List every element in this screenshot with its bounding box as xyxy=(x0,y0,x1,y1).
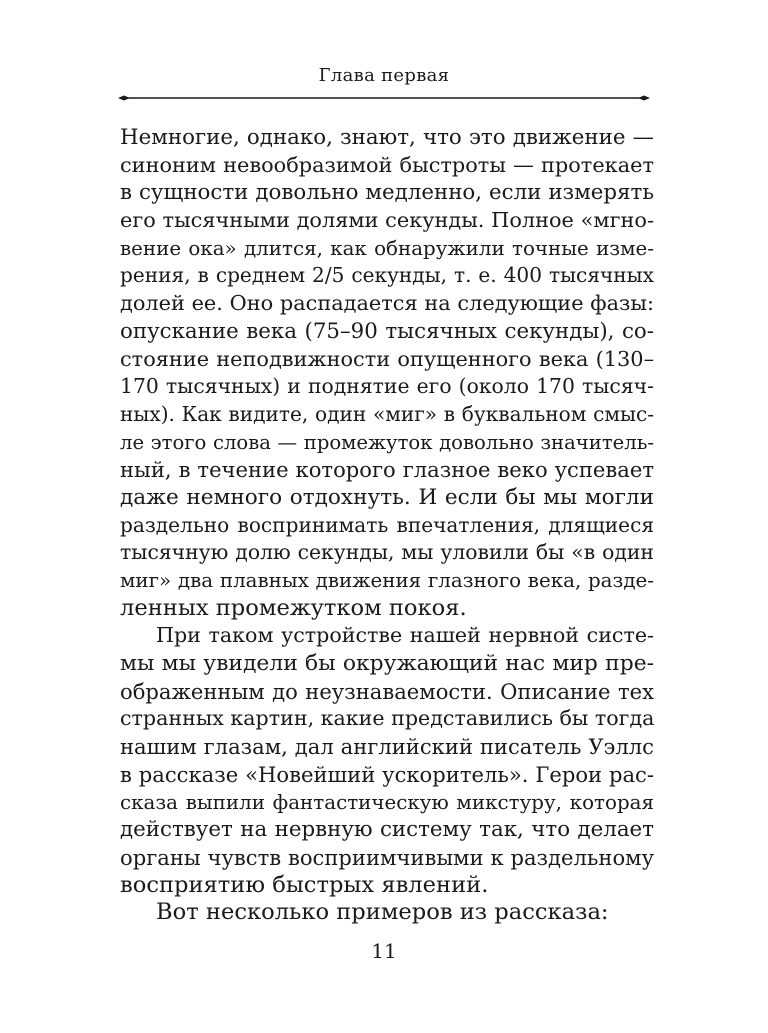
text-line: восприятию быстрых явлений. xyxy=(120,871,489,898)
text-line: органы чувств восприимчивыми к раздельному xyxy=(120,844,654,870)
text-line: ображенным до неузнаваемости. Описание тех xyxy=(120,678,654,704)
text-line: сказа выпили фантастическую микстуру, которая xyxy=(120,790,654,814)
text-line: Вот несколько примеров из рассказа: xyxy=(156,899,609,926)
text-line: действует на нервную систему так, что делает xyxy=(120,817,654,843)
text-line: опускание века (75–90 тысячных секунды), со- xyxy=(120,318,654,344)
text-line: раздельно воспринимать впечатления, длящиеся xyxy=(120,512,654,537)
text-line: его тысячными долями секунды. Полное «мгно- xyxy=(120,208,654,233)
text-line: мы мы увидели бы окружающий нас мир пре- xyxy=(120,651,654,677)
text-line: ле этого слова — промежуток довольно значитель- xyxy=(120,430,654,454)
running-head: Глава первая xyxy=(318,65,450,86)
text-line: странных картин, какие представились бы тогда xyxy=(120,706,654,731)
text-line: 170 тысячных) и поднятие его (около 170 тысяч- xyxy=(120,374,654,399)
text-line: ный, в течение которого глазное веко успевает xyxy=(120,457,654,483)
header-rule xyxy=(118,91,650,105)
page-number: 11 xyxy=(371,939,397,963)
text-line: тысячную долю секунды, мы уловили бы «в один xyxy=(120,540,654,565)
text-line: При таком устройстве нашей нервной систе- xyxy=(156,623,654,648)
text-line: миг» два плавных движения глазного века, разде- xyxy=(120,569,654,592)
text-line: долей ее. Оно распадается на следующие фазы: xyxy=(120,291,654,316)
text-line: синоним невообразимой быстроты — протекает xyxy=(120,152,654,177)
text-line: рения, в среднем 2/5 секунды, т. е. 400 тысячных xyxy=(120,263,654,288)
text-line: нашим глазам, дал английский писатель Уэллс xyxy=(120,734,654,760)
text-line: ных). Как видите, один «миг» в буквальном смыс- xyxy=(120,401,654,426)
text-line: даже немного отдохнуть. И если бы мы могли xyxy=(120,484,654,510)
text-line: стояние неподвижности опущенного века (130– xyxy=(120,346,654,371)
body-text xyxy=(120,124,654,927)
text-line: вение ока» длится, как обнаружили точные изме- xyxy=(120,236,654,260)
text-line: ленных промежутком покоя. xyxy=(120,594,467,621)
text-line: в рассказе «Новейший ускоритель». Герои рас- xyxy=(120,761,654,787)
text-line: в сущности довольно медленно, если измерять xyxy=(120,180,654,206)
text-line: Немногие, однако, знают, что это движение — xyxy=(120,125,654,150)
